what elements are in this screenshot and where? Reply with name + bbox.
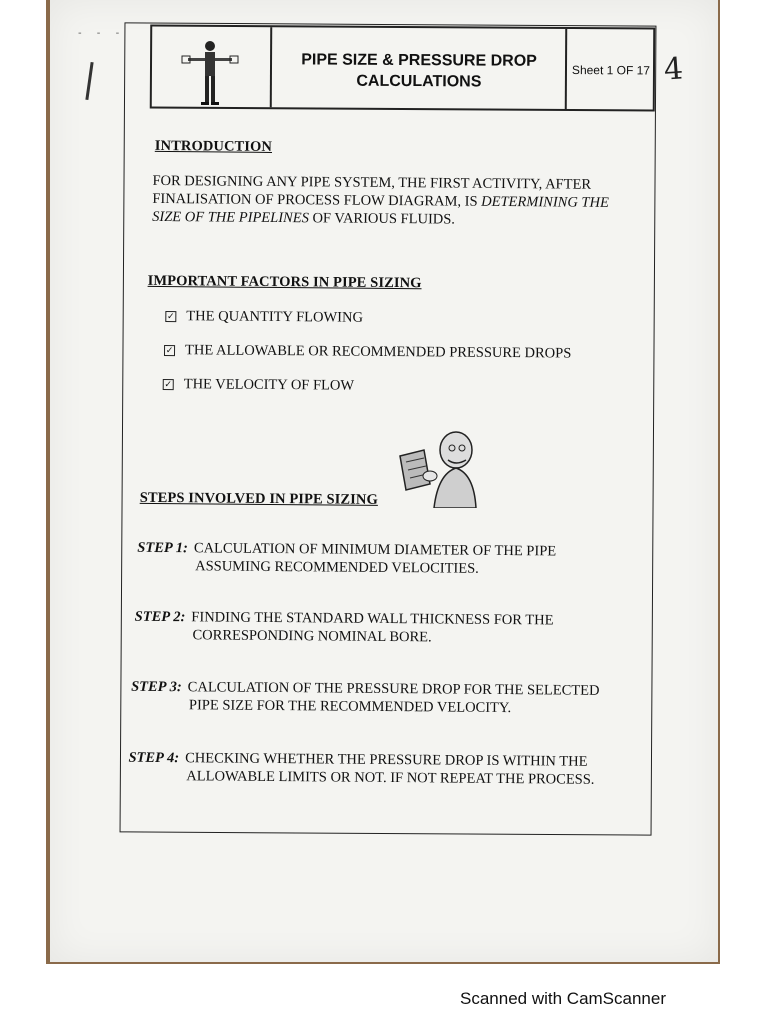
step-item: [131, 678, 600, 718]
checkbox-icon: ✓: [165, 345, 174, 356]
step-item: [128, 749, 594, 789]
step-label: STEP 1:: [137, 539, 189, 557]
factor-label: THE ALLOWABLE OR RECOMMENDED PRESSURE DROPS: [184, 342, 572, 362]
checkbox-icon: ✓: [164, 379, 173, 390]
factor-item: [165, 308, 363, 327]
step-item: [137, 539, 556, 579]
sheet-number: Sheet 1 OF 17: [571, 63, 651, 78]
step-item: [134, 608, 553, 648]
step-label: STEP 3:: [131, 678, 182, 696]
factor-label: THE QUANTITY FLOWING: [186, 308, 364, 326]
step-line-2: ALLOWABLE LIMITS OR NOT. IF NOT REPEAT THE PROCESS.: [186, 768, 595, 788]
step-label: STEP 4:: [128, 749, 180, 767]
intro-text-italic: DETERMINING THE SIZE OF THE PIPELINES: [152, 193, 609, 227]
factors-heading: IMPORTANT FACTORS IN PIPE SIZING: [147, 272, 422, 292]
intro-text-part: OF VARIOUS FLUIDS.: [308, 210, 456, 228]
factor-item: [164, 342, 571, 363]
scanner-watermark: Scanned with CamScanner: [460, 989, 667, 1008]
margin-marks: - - -: [78, 28, 126, 39]
checkbox-icon: ✓: [167, 311, 175, 322]
handwritten-page-number: 4: [662, 51, 685, 88]
old-man-with-document-icon: [394, 428, 484, 508]
steps-heading: STEPS INVOLVED IN PIPE SIZING: [139, 489, 378, 508]
factor-label: THE VELOCITY OF FLOW: [183, 376, 355, 394]
step-line-1: CALCULATION OF THE PRESSURE DROP FOR THE SELECTED: [187, 679, 600, 699]
intro-text-part: FOR DESIGNING ANY PIPE SYSTEM, THE FIRST ACTIVITY, AFTER FINALISATION OF PROCESS FLOW DIAGRAM, IS: [152, 172, 592, 210]
step-line-2: CORRESPONDING NOMINAL BORE.: [192, 627, 432, 646]
title-line-2: CALCULATIONS: [356, 72, 482, 91]
factor-item: [163, 376, 355, 395]
title-line-1: PIPE SIZE & PRESSURE DROP: [301, 51, 537, 70]
step-line-2: ASSUMING RECOMMENDED VELOCITIES.: [195, 558, 479, 577]
step-line-1: CALCULATION OF MINIMUM DIAMETER OF THE PIPE: [193, 540, 557, 560]
step-line-1: FINDING THE STANDARD WALL THICKNESS FOR THE: [191, 609, 554, 629]
step-line-1: CHECKING WHETHER THE PRESSURE DROP IS WITHIN THE: [185, 750, 588, 770]
step-label: STEP 2:: [134, 608, 186, 626]
introduction-heading: INTRODUCTION: [154, 137, 273, 155]
step-line-2: PIPE SIZE FOR THE RECOMMENDED VELOCITY.: [188, 697, 512, 717]
introduction-text: [152, 172, 630, 230]
